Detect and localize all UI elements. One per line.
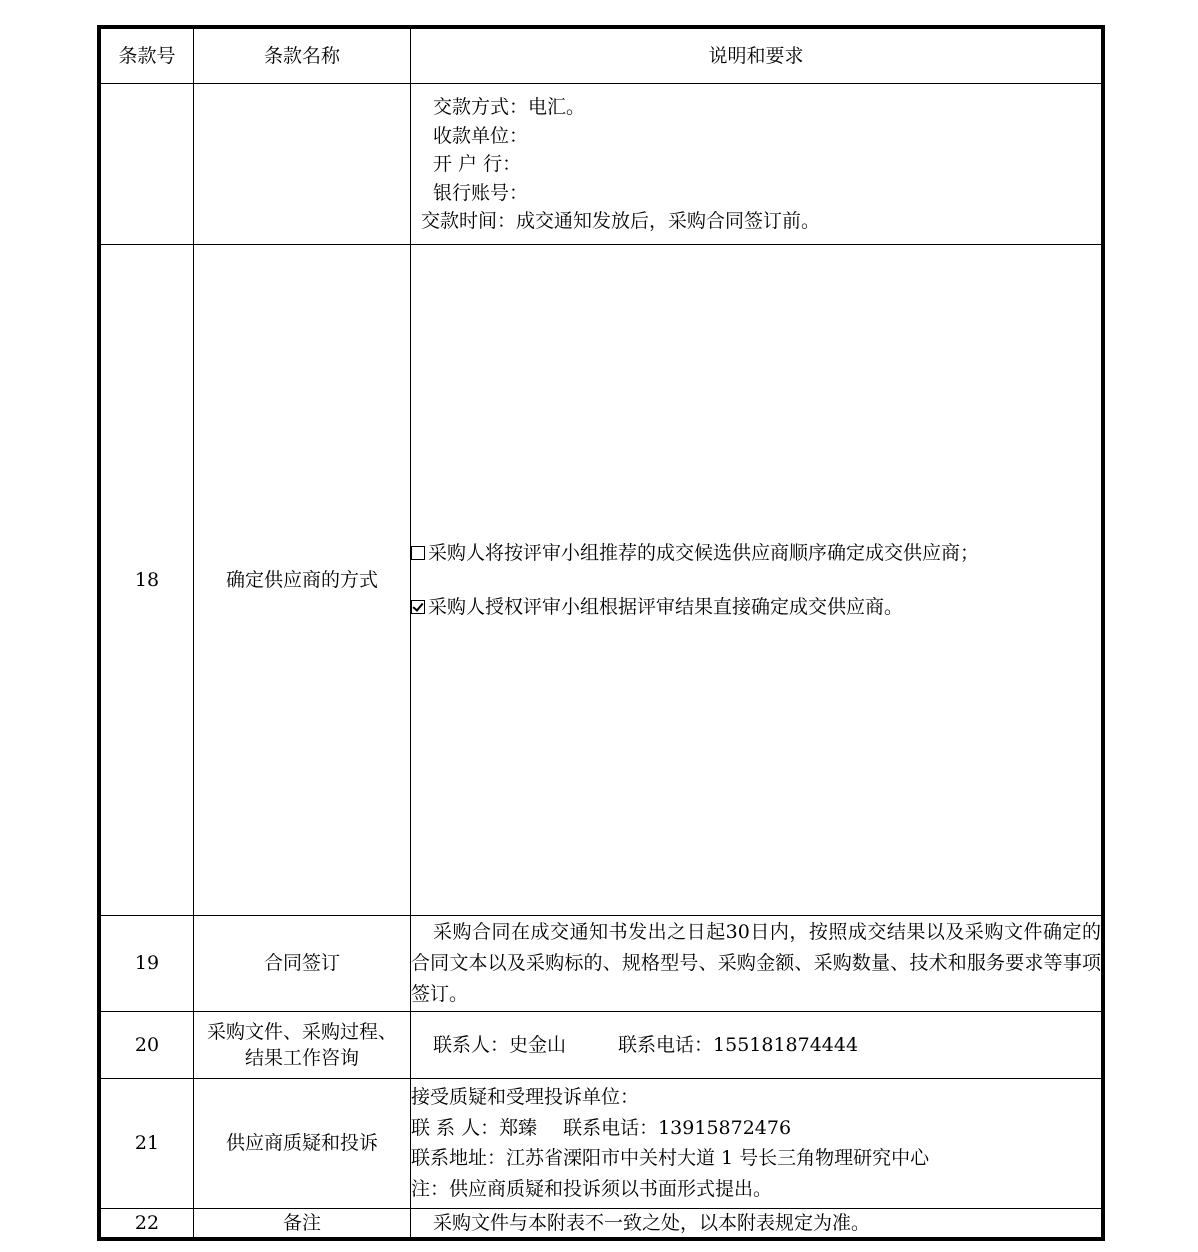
consult-phone: 联系电话：155181874444 [618,1033,859,1056]
option2-label: 采购人授权评审小组根据评审结果直接确定成交供应商。 [428,596,904,619]
row20-name-line2: 结果工作咨询 [244,1047,359,1070]
complaint-address-line: 联系地址：江苏省溧阳市中关村大道 1 号长三角物理研究中心 [411,1147,930,1170]
complaint-note-line: 注：供应商质疑和投诉须以书面形式提出。 [411,1178,773,1201]
checked-box-icon[interactable] [411,600,425,614]
row22-description [411,1208,1102,1237]
table-row-21 [101,1078,1102,1208]
row20-number: 20 [101,1012,194,1078]
row17-name [194,84,411,245]
row22-number: 22 [101,1208,194,1237]
row17-description [411,84,1102,245]
payee-line: 收款单位： [433,124,529,147]
option1-label: 采购人将按评审小组推荐的成交候选供应商顺序确定成交供应商； [428,541,980,564]
header-clause-number: 条款号 [101,29,194,84]
row18-description [411,245,1102,915]
option-panel-decides [411,593,1101,622]
unchecked-box-icon[interactable] [411,546,425,560]
consult-contact-line [411,1031,1101,1060]
header-description: 说明和要求 [411,29,1102,84]
row20-description [411,1012,1102,1078]
row17-number [101,84,194,245]
table-header-row [101,29,1102,84]
row19-description: 采购合同在成交通知书发出之日起30日内，按照成交结果以及采购文件确定的合同文本以及采购标的、规格型号、采购金额、采购数量、技术和服务要求等事项签订。 [411,915,1102,1012]
row18-number: 18 [101,245,194,915]
row22-name: 备注 [194,1208,411,1237]
payment-time-line: 交款时间：成交通知发放后，采购合同签订前。 [421,210,821,233]
row18-name: 确定供应商的方式 [194,245,411,915]
table-row-22 [101,1208,1102,1237]
row21-number: 21 [101,1078,194,1208]
row21-name: 供应商质疑和投诉 [194,1078,411,1208]
remark-text: 采购文件与本附表不一致之处，以本附表规定为准。 [433,1211,871,1234]
clause-table-sheet [97,25,1105,1241]
row19-number: 19 [101,915,194,1012]
complaint-phone: 联系电话：13915872476 [563,1116,792,1139]
complaint-contact-line [411,1113,1101,1144]
row19-name: 合同签订 [194,915,411,1012]
header-clause-name: 条款名称 [194,29,411,84]
table-row-18 [101,245,1102,915]
consult-contact: 联系人：史金山 [433,1033,567,1056]
bank-line: 开 户 行： [433,153,522,176]
row20-name-line1: 采购文件、采购过程、 [206,1020,397,1043]
row20-name [194,1012,411,1078]
table-row-19 [101,915,1102,1012]
option-ranked-candidates [411,539,1101,568]
clause-table [100,28,1102,1238]
row21-description [411,1078,1102,1208]
complaint-unit-line: 接受质疑和受理投诉单位： [411,1085,640,1108]
table-row-20 [101,1012,1102,1078]
payment-method-line: 交款方式：电汇。 [433,96,586,119]
account-line: 银行账号： [433,181,529,204]
table-row-17-continued [101,84,1102,245]
complaint-contact: 联 系 人：郑臻 [411,1116,538,1139]
